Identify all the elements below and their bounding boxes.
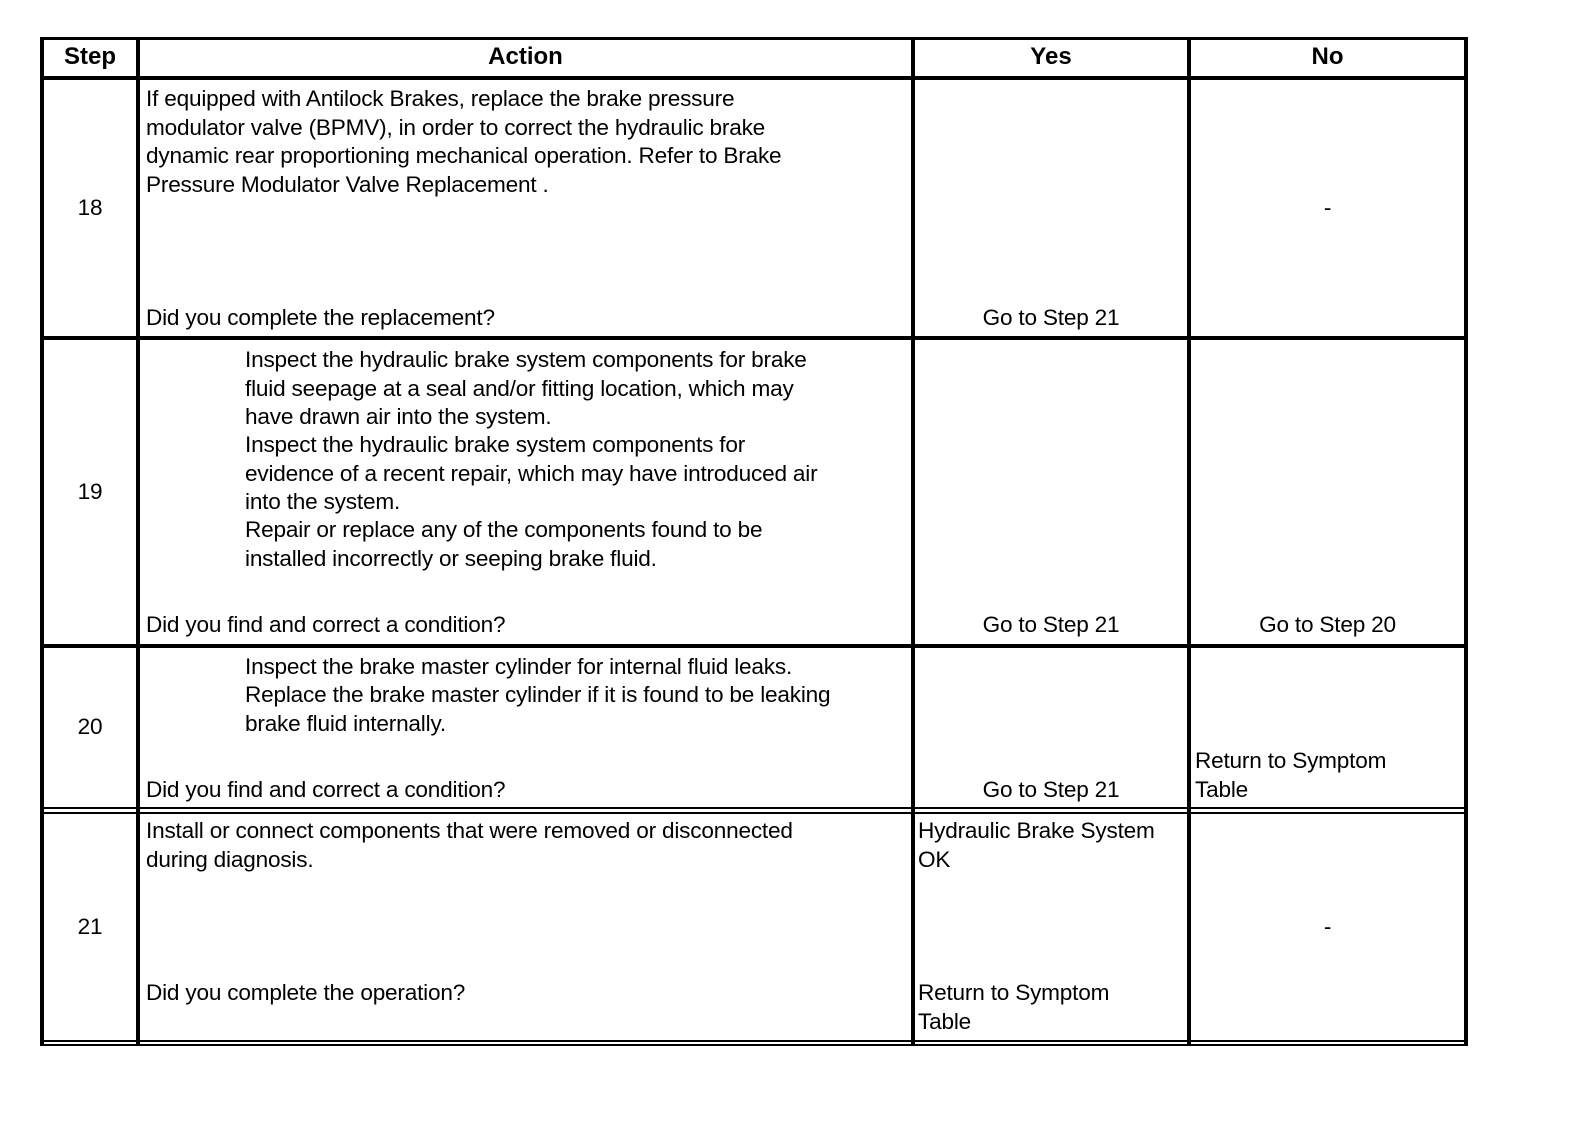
row-20-bottom-border-b xyxy=(40,812,1468,814)
header-step: Step xyxy=(63,43,116,70)
action-question: Did you complete the operation? xyxy=(146,980,466,1005)
header-action: Action xyxy=(488,43,563,70)
step-number: 20 xyxy=(77,714,103,739)
col-border-step-action xyxy=(136,37,140,1044)
col-border-action-yes xyxy=(911,37,915,1044)
table-bottom-border-a xyxy=(40,1040,1468,1042)
row-19-bottom-border xyxy=(40,644,1468,648)
yes-result: Go to Step 21 xyxy=(982,612,1120,637)
no-result: - xyxy=(1323,195,1332,220)
action-text: Install or connect components that were removed or disconnected during diagnosis. xyxy=(146,818,793,872)
action-question: Did you complete the replacement? xyxy=(146,305,495,330)
action-text: If equipped with Antilock Brakes, replace the brake pressure modulator valve (BPMV), in order to correct the hydraulic brake dynamic rear proportioning mechanical operation. Refer to Brake Pressure Modulator Valve Replacement . xyxy=(146,86,782,197)
action-question: Did you find and correct a condition? xyxy=(146,777,506,802)
col-border-yes-no xyxy=(1187,37,1191,1044)
no-result: Return to Symptom Table xyxy=(1195,748,1387,802)
action-item: Inspect the brake master cylinder for internal fluid leaks. xyxy=(245,654,793,679)
no-result: Go to Step 20 xyxy=(1259,612,1396,637)
col-border-right xyxy=(1464,37,1468,1044)
step-number: 21 xyxy=(77,914,103,939)
no-result: - xyxy=(1323,914,1332,939)
action-item: Inspect the hydraulic brake system components for evidence of a recent repair, which may have introduced air into the system. xyxy=(245,432,818,515)
action-item: Inspect the hydraulic brake system components for brake fluid seepage at a seal and/or fitting location, which may have drawn air into the system. xyxy=(245,347,807,430)
col-border-left xyxy=(40,37,44,1044)
header-yes: Yes xyxy=(1030,43,1072,70)
yes-result-top: Hydraulic Brake System OK xyxy=(918,818,1155,872)
row-20-bottom-border-a xyxy=(40,807,1468,809)
step-number: 19 xyxy=(77,479,103,504)
yes-result: Go to Step 21 xyxy=(982,777,1120,802)
row-18-bottom-border xyxy=(40,336,1468,340)
yes-result: Go to Step 21 xyxy=(982,305,1120,330)
yes-result: Return to Symptom Table xyxy=(918,980,1110,1034)
action-item: Replace the brake master cylinder if it is found to be leaking brake fluid internally. xyxy=(245,682,831,736)
step-number: 18 xyxy=(77,195,103,220)
table-bottom-border-b xyxy=(40,1044,1468,1046)
header-no: No xyxy=(1311,43,1344,70)
action-question: Did you find and correct a condition? xyxy=(146,612,506,637)
action-item: Repair or replace any of the components found to be installed incorrectly or seeping brake fluid. xyxy=(245,517,763,571)
